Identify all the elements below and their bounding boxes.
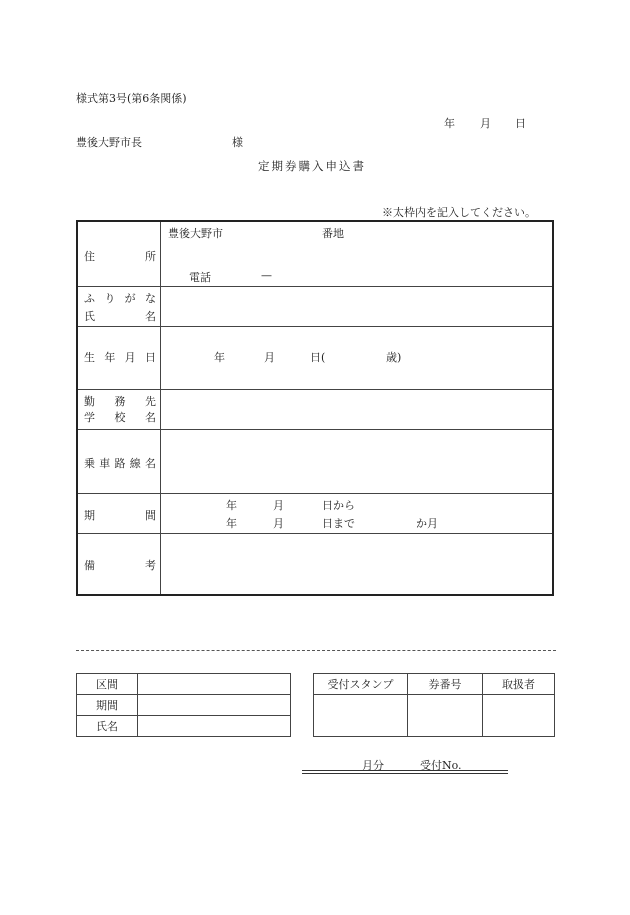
phone-label: 電話 bbox=[189, 271, 211, 284]
name-label: 氏 名 bbox=[84, 310, 156, 323]
form-title: 定期券購入申込書 bbox=[258, 159, 366, 173]
office-period-label: 期間 bbox=[77, 695, 138, 716]
period-months[interactable]: か月 bbox=[416, 517, 438, 530]
workplace-label: 勤 務 先 bbox=[84, 395, 156, 408]
footer-underline-double bbox=[302, 773, 508, 774]
route-label: 乗 車 路 線 名 bbox=[84, 457, 156, 470]
office-name-cell[interactable] bbox=[138, 716, 291, 737]
office-period-cell[interactable] bbox=[138, 695, 291, 716]
row-divider bbox=[78, 326, 552, 327]
application-form bbox=[76, 220, 554, 596]
addressee-honorific: 様 bbox=[232, 136, 243, 149]
month-part-label: 月分 bbox=[362, 759, 384, 772]
address-label: 住 所 bbox=[84, 250, 156, 263]
birth-month[interactable]: 月 bbox=[264, 351, 275, 364]
office-name-label: 氏名 bbox=[77, 716, 138, 737]
row-divider bbox=[78, 286, 552, 287]
period-end-day[interactable]: 日まで bbox=[322, 517, 355, 530]
ticket-number-cell[interactable] bbox=[408, 695, 483, 737]
receipt-number-label: 受付No. bbox=[420, 759, 462, 772]
row-divider bbox=[78, 533, 552, 534]
row-divider bbox=[78, 429, 552, 430]
school-label: 学 校 名 bbox=[84, 411, 156, 424]
birth-year[interactable]: 年 bbox=[214, 351, 225, 364]
reception-stamp-header: 受付スタンプ bbox=[314, 674, 408, 695]
date-day-label: 日 bbox=[515, 117, 526, 130]
label-column-divider bbox=[160, 222, 161, 594]
office-left-table bbox=[76, 673, 291, 737]
office-section-cell[interactable] bbox=[138, 674, 291, 695]
form-number: 様式第3号(第6条関係) bbox=[76, 92, 187, 105]
birth-day[interactable]: 日( bbox=[310, 351, 326, 364]
date-month-label: 月 bbox=[480, 117, 491, 130]
addressee: 豊後大野市長 bbox=[76, 136, 142, 149]
office-section-label: 区間 bbox=[77, 674, 138, 695]
date-year-label: 年 bbox=[444, 117, 455, 130]
ticket-number-header: 券番号 bbox=[408, 674, 483, 695]
furigana-label: ふ り が な bbox=[84, 292, 156, 305]
birthdate-label: 生 年 月 日 bbox=[84, 351, 156, 364]
period-start-year[interactable]: 年 bbox=[226, 499, 237, 512]
remarks-label: 備 考 bbox=[84, 559, 156, 572]
period-label: 期 間 bbox=[84, 509, 156, 522]
footer-underline bbox=[302, 770, 508, 771]
address-banchi[interactable]: 番地 bbox=[322, 227, 344, 240]
reception-stamp-cell[interactable] bbox=[314, 695, 408, 737]
period-end-year[interactable]: 年 bbox=[226, 517, 237, 530]
office-right-table bbox=[313, 673, 555, 737]
phone-dash[interactable]: — bbox=[261, 269, 272, 282]
handler-header: 取扱者 bbox=[483, 674, 555, 695]
handler-cell[interactable] bbox=[483, 695, 555, 737]
cut-line bbox=[76, 650, 556, 651]
period-end-month[interactable]: 月 bbox=[273, 517, 284, 530]
address-city: 豊後大野市 bbox=[168, 227, 223, 240]
row-divider bbox=[78, 389, 552, 390]
fill-in-note: ※太枠内を記入してください。 bbox=[382, 206, 536, 219]
birth-age[interactable]: 歳) bbox=[386, 351, 402, 364]
period-start-month[interactable]: 月 bbox=[273, 499, 284, 512]
period-start-day[interactable]: 日から bbox=[322, 499, 355, 512]
row-divider bbox=[78, 493, 552, 494]
